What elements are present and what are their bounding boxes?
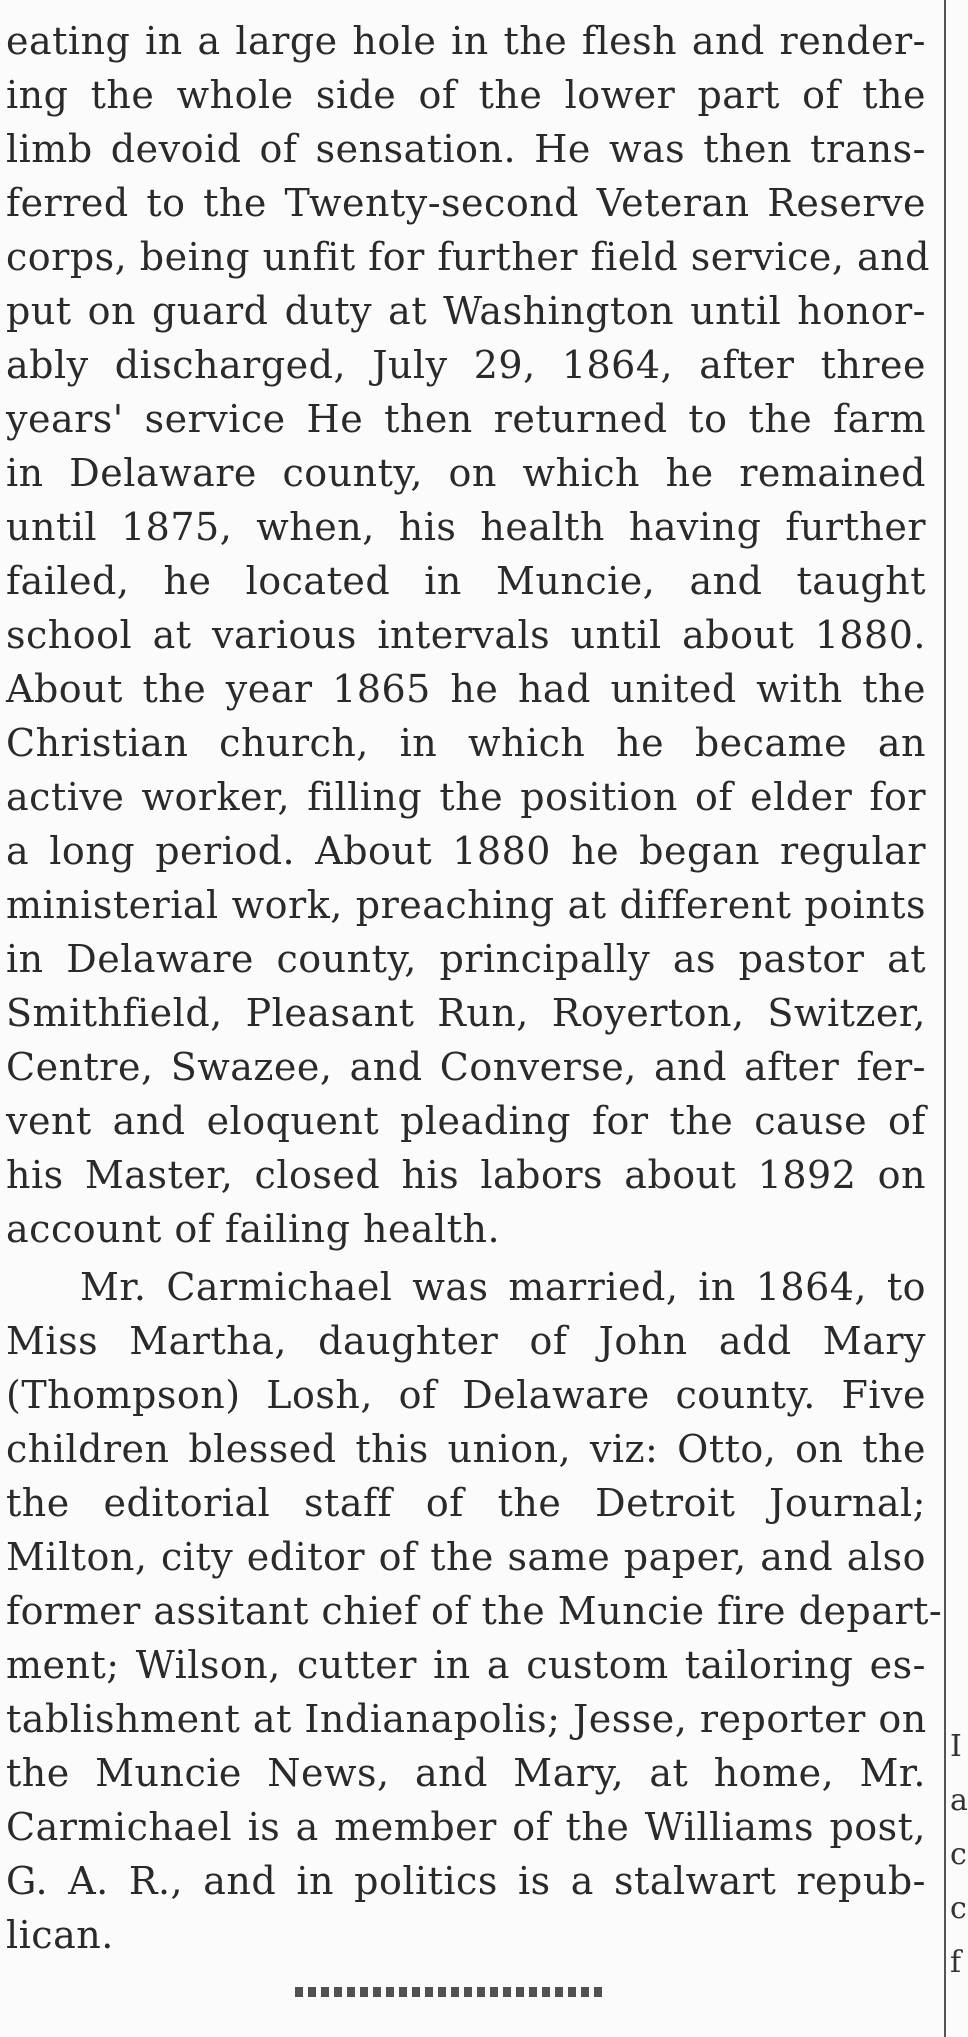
- text-line: ment; Wilson, cutter in a custom tailoring es-: [6, 1643, 926, 1687]
- text-line: G. A. R., and in politics is a stalwart repub-: [6, 1859, 926, 1903]
- adjacent-column-char: I: [950, 1729, 962, 1764]
- text-line: Christian church, in which he became an: [6, 721, 926, 765]
- adjacent-column-char: f: [950, 1945, 962, 1980]
- text-line: Miss Martha, daughter of John add Mary: [6, 1319, 926, 1363]
- text-line: active worker, filling the position of elder for: [6, 775, 926, 819]
- text-line: Carmichael is a member of the Williams post,: [6, 1805, 926, 1849]
- text-line: school at various intervals until about 1880.: [6, 613, 926, 657]
- text-line: failed, he located in Muncie, and taught: [6, 559, 926, 603]
- text-line: About the year 1865 he had united with the: [6, 667, 926, 711]
- text-line: (Thompson) Losh, of Delaware county. Five: [6, 1373, 926, 1417]
- adjacent-column-fragment: [950, 1720, 968, 2020]
- text-line: account of failing health.: [6, 1207, 501, 1251]
- text-line: children blessed this union, viz: Otto, on the: [6, 1427, 926, 1471]
- text-line: Centre, Swazee, and Converse, and after fer-: [6, 1045, 926, 1089]
- text-line: in Delaware county, principally as pastor at: [6, 937, 926, 981]
- text-line: former assitant chief of the Muncie fire depart-: [6, 1589, 943, 1633]
- text-line: years' service He then returned to the farm: [6, 397, 926, 441]
- adjacent-column-char: a: [950, 1783, 968, 1818]
- text-line: ably discharged, July 29, 1864, after three: [6, 343, 926, 387]
- text-line: the editorial staff of the Detroit Journal;: [6, 1481, 926, 1525]
- text-line: ferred to the Twenty-second Veteran Reserve: [6, 181, 926, 225]
- text-line: a long period. About 1880 he began regular: [6, 829, 926, 873]
- column-divider-rule: [944, 0, 946, 2037]
- text-line: put on guard duty at Washington until honor-: [6, 289, 926, 333]
- text-line: corps, being unfit for further field service, and: [6, 235, 930, 279]
- text-line: in Delaware county, on which he remained: [6, 451, 926, 495]
- text-line: his Master, closed his labors about 1892 on: [6, 1153, 926, 1197]
- text-line: vent and eloquent pleading for the cause of: [6, 1099, 926, 1143]
- text-line: Smithfield, Pleasant Run, Royerton, Switzer,: [6, 991, 926, 1035]
- text-line: Milton, city editor of the same paper, and also: [6, 1535, 926, 1579]
- text-line: eating in a large hole in the flesh and render-: [6, 19, 926, 63]
- text-line: tablishment at Indianapolis; Jesse, reporter on: [6, 1697, 927, 1741]
- text-line: ministerial work, preaching at different points: [6, 883, 926, 927]
- text-line: lican.: [6, 1913, 114, 1957]
- section-divider-ornament: [295, 1987, 605, 1997]
- text-line: until 1875, when, his health having further: [6, 505, 926, 549]
- adjacent-column-char: c: [950, 1837, 967, 1872]
- text-line: the Muncie News, and Mary, at home, Mr.: [6, 1751, 926, 1795]
- adjacent-column-char: c: [950, 1891, 967, 1926]
- text-line: limb devoid of sensation. He was then trans-: [6, 127, 926, 171]
- paragraph-first-line: Mr. Carmichael was married, in 1864, to: [80, 1265, 926, 1309]
- text-line: ing the whole side of the lower part of the: [6, 73, 926, 117]
